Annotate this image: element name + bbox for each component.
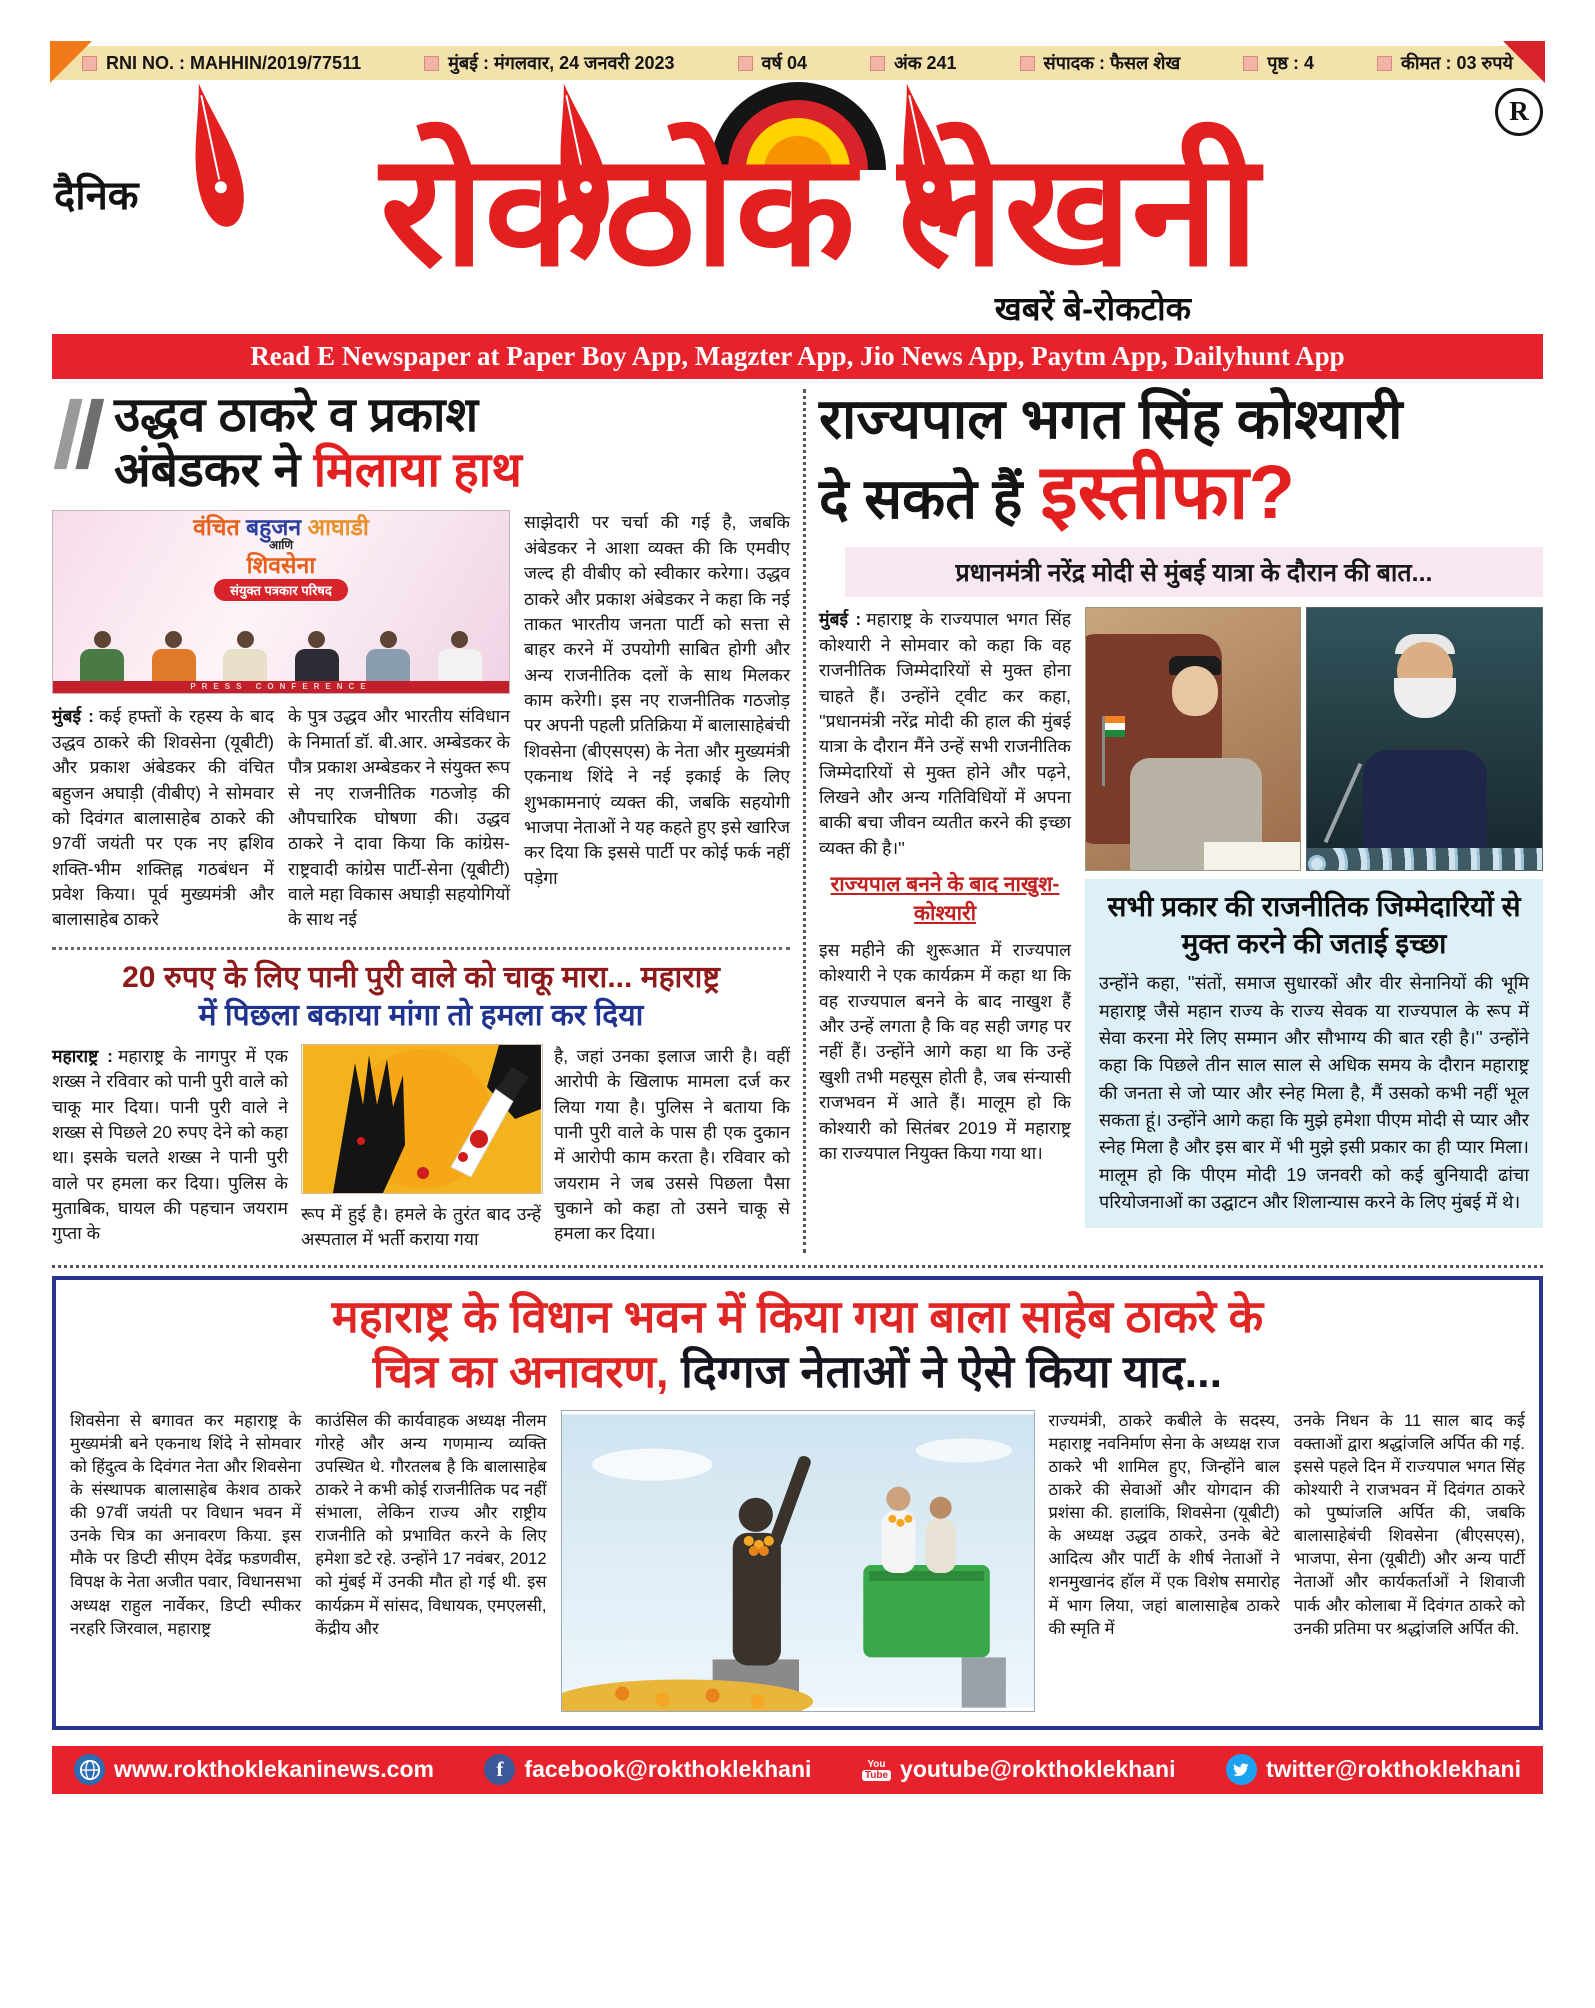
twitter-icon [1226, 1754, 1257, 1785]
registered-mark-icon: R [1495, 88, 1543, 136]
lead-right-body [819, 607, 1543, 1228]
india-flag-icon [1102, 716, 1105, 786]
youtube-text: youtube@rokthoklekhani [900, 1756, 1176, 1783]
banner-word: वंचित [193, 514, 240, 541]
volume [738, 51, 807, 75]
article-paragraph [819, 607, 1071, 861]
press-banner-line2: आणि [268, 538, 294, 553]
edition-date [424, 51, 674, 75]
press-banner-line1 [53, 516, 509, 539]
main-content [52, 389, 1543, 1253]
lead-left-headline [52, 389, 790, 498]
column-text: कई हफ्तों के रहस्य के बाद उद्धव ठाकरे की शिवसेना (यूबीटी) और प्रकाश अंबेडकर की वंचित बहुजन अघाड़ी (वीबीए) ने सोमवार को दिवंगत बालासाहेब ठाकरे की 97वीं जयंती पर एक नए ह्रशिव शक्ति-भीम शक्तिह्न गठबंधन में प्रवेश किया। पूर्व मुख्यमंत्री और बालासाहेब ठाकरे [52, 706, 274, 930]
headline-line2-red: मिलाया हाथ [313, 443, 522, 497]
article-column: रूप में हुई है। हमले के तुरंत बाद उन्हें अस्पताल में भर्ती कराया गया [301, 1203, 541, 1250]
separator-square-icon [1020, 56, 1035, 71]
person-silhouette [223, 631, 267, 683]
statue-unveiling-photo [561, 1410, 1035, 1712]
microphone-icon [1324, 763, 1363, 843]
daily-label: दैनिक [54, 174, 139, 218]
headline-line2-black: दे सकते हैं [819, 467, 1023, 531]
press-conference-photo [52, 510, 510, 694]
memorial-article-box [52, 1276, 1543, 1730]
lead-right-headline-line1: राज्यपाल भगत सिंह कोश्यारी [819, 387, 1403, 450]
volume-text: वर्ष 04 [761, 53, 807, 73]
tagline: खबरें बे-रोकटोक [994, 290, 1191, 327]
lead-left-two-columns [52, 704, 510, 932]
koshyari-photo [1085, 607, 1301, 871]
article-column: शिवसेना से बगावत कर महाराष्ट्र के मुख्यमंत्री बने एकनाथ शिंदे ने सोमवार को हिंदुत्व के दिवंगत नेता और शिवसेना के संस्थापक बालासाहेब केशव ठाकरे की 97वीं जयंती पर विधान भवन में उनके चित्र का अनावरण किया. इस मौके पर डिप्टी सीएम देवेंद्र फडणवीस, विपक्ष के नेता अजीत पवार, विधानसभा अध्यक्ष राहुल नार्वेकर, डिप्टी स्पीकर नरहरि जिरवाल, महाराष्ट्र [70, 1411, 302, 1638]
issue-number-text: अंक 241 [893, 53, 957, 73]
red-subheadline: राज्यपाल बनने के बाद नाखुश- कोश्यारी [830, 873, 1060, 925]
corner-triangle-right [1503, 41, 1545, 83]
twitter-item [1226, 1754, 1521, 1785]
article-paragraph: इस महीने की शुरूआत में राज्यपाल कोश्यारी ने एक कार्यक्रम में कहा था कि वह राज्यपाल बनने के बाद नाखुश हैं और उन्हें लगता है कि वह सही जगह पर नहीं हैं। उन्होंने आगे कहा था कि उन्हें खुशी तभी महसूस होती है, जब संन्यासी राजभवन में आते हैं। मालूम हो कि कोश्यारी को सितंबर 2019 में महाराष्ट्र का राज्यपाल नियुक्त किया गया था। [819, 939, 1071, 1163]
price-text: कीमत : 03 रुपये [1401, 53, 1513, 73]
facebook-text: facebook@rokthoklekhani [524, 1756, 812, 1783]
separator-square-icon [424, 56, 439, 71]
rni-number-text: RNI NO. : MAHHIN/2019/77511 [106, 52, 362, 73]
dateline: मुंबई : [52, 706, 94, 727]
person-face [1172, 666, 1218, 716]
masthead [52, 80, 1543, 327]
twitter-text: twitter@rokthoklekhani [1265, 1756, 1521, 1783]
corner-triangle-left [50, 41, 92, 83]
right-column [806, 389, 1543, 1253]
footer-bar [52, 1746, 1543, 1794]
person-silhouette [80, 631, 124, 683]
youtube-icon [862, 1759, 891, 1781]
press-strip-text: PRESS CONFERENCE [53, 681, 509, 693]
quote-icon [52, 397, 106, 471]
photos-row [1085, 607, 1543, 871]
youtube-logo-bottom: Tube [862, 1770, 891, 1781]
crime-body [52, 1044, 790, 1253]
separator-square-icon [1243, 56, 1258, 71]
banner-word: आघाडी [307, 514, 369, 541]
person-silhouette [152, 631, 196, 683]
page-count-text: पृष्ठ : 4 [1267, 53, 1315, 73]
dateline: मुंबई : [819, 609, 862, 630]
edition-date-text: मुंबई : मंगलवार, 24 जनवरी 2023 [448, 53, 675, 73]
kicker-bar: प्रधानमंत्री नरेंद्र मोदी से मुंबई यात्रा के दौरान की बात... [845, 547, 1543, 597]
papers [1204, 842, 1300, 870]
top-info-bar [52, 46, 1543, 80]
article-column: साझेदारी पर चर्चा की गई है, जबकि अंबेडकर ने आशा व्यक्त की कि एमवीए जल्द ही वीबीए को स्वीकार करेगा। उद्धव ठाकरे और प्रकाश अंबेडकर ने कहा कि नई ताकत भारतीय जनता पार्टी को सत्ता से बाहर करने में उपयोगी साबित होगी और अन्य राजनीतिक दलों के साथ मिलकर काम करेगी। इस नए राजनीतिक गठजोड़ पर अपनी पहली प्रतिक्रिया में बालासाहेबंची शिवसेना (बीएसएस) के नेता और मुख्यमंत्री एकनाथ शिंदे ने नई इकाई के लिए शुभकामनाएं व्यक्त की, जबकि सहयोगी भाजपा नेताओं ने यह कहते हुए इसे खारिज कर दिया कि इससे पार्टी पर कोई फर्क नहीं पड़ेगा [524, 512, 790, 888]
highlight-body: उन्होंने कहा, ''संतों, समाज सुधारकों और वीर सेनानियों की भूमि महाराष्ट्र जैसे महान राज्य के राज्य सेवक या राज्यपाल के रूप में सेवा करना मेरे लिए सम्मान और सौभाग्य की बात रही है।'' उन्होंने कहा कि पिछले तीन साल साल से अधिक समय के दौरान महाराष्ट्र की जनता से जो प्यार और स्नेह मिला है, मैं उसको कभी नहीं भूल सकता हूं। उन्होंने आगे कहा कि मुझे हमेशा पीएम मोदी से प्यार और स्नेह मिला है और इस बार में भी मुझे इसी प्रकार का ही प्यार मिला। मालूम हो कि पीएम मोदी 19 जनवरी को कई बुनियादी ढांचा परियोजनाओं का उद्घाटन और शिलान्यास करने के लिए मुंबई में थे। [1099, 973, 1529, 1213]
separator-square-icon [738, 56, 753, 71]
flower-decoration [1307, 848, 1542, 870]
dotted-rule [52, 1265, 1543, 1268]
article-column: के पुत्र उद्धव और भारतीय संविधान के निमार्ता डॉ. बी.आर. अम्बेडकर के पौत्र प्रकाश अम्बेडकर ने संयुक्त रूप से नए राजनीतिक गठजोड़ की औपचारिक घोषणा की। उद्धव ठाकरे ने दावा किया कि कांग्रेस-राष्ट्रवादी कांग्रेस पार्टी-सेना (यूबीटी) वाले महा विकास अघाड़ी सहयोगियों के साथ नई [288, 706, 510, 930]
person-silhouette [438, 631, 482, 683]
banner-word: बहुजन [245, 514, 302, 541]
facebook-icon: f [484, 1754, 515, 1785]
headline-line2-red: इस्तीफा? [1040, 450, 1295, 536]
highlight-headline: सभी प्रकार की राजनीतिक जिम्मेदारियों से मुक्त करने की जताई इच्छा [1107, 891, 1521, 959]
press-banner-line3: शिवसेना [246, 551, 316, 578]
article-column: काउंसिल की कार्यवाहक अध्यक्ष नीलम गोरहे और अन्य गणमान्य व्यक्ति उपस्थित थे. गौरतलब है कि बालासाहेब ठाकरे ने कभी कोई राजनीतिक पद नहीं संभाला, लेकिन राज्य और राष्ट्रीय राजनीति को प्रभावित करने के लिए हमेशा डटे रहे. उन्होंने 17 नवंबर, 2012 को मुंबई में उनकी मौत हो गई थी. इस कार्यक्रम में सांसद, विधायक, एमएलसी, केंद्रीय और [315, 1411, 547, 1638]
memorial-headline-line2 [70, 1345, 1525, 1398]
website-text: www.rokthoklekaninews.com [114, 1756, 434, 1783]
seated-people-silhouettes [53, 627, 509, 683]
issue-number [870, 51, 957, 75]
press-banner [53, 511, 509, 600]
person-silhouette [366, 631, 410, 683]
crime-headline-line1: 20 रुपए के लिए पानी पुरी वाले को चाकू मारा... महाराष्ट्र [122, 960, 720, 994]
crime-middle-column [301, 1044, 541, 1253]
paragraph-text: महाराष्ट्र के राज्यपाल भगत सिंह कोश्यारी ने सोमवार को कहा कि वह राजनीतिक जिम्मेदारियों से मुक्त होना चाहते हैं। उन्होंने ट्वीट कर कहा, ''प्रधानमंत्री नरेंद्र मोदी की हाल की मुंबई यात्रा के दौरान मैंने उन्हें सभी राजनीतिक जिम्मेदारियों से मुक्त होने और पढ़ने, लिखने और अन्य गतिविधियों में अपना बाकी बचा जीवन व्यतीत करने की इच्छा व्यक्त की है।'' [819, 609, 1071, 858]
memorial-headline-line1: महाराष्ट्र के विधान भवन में किया गया बाला साहेब ठाकरे के [331, 1290, 1264, 1342]
website-item [74, 1754, 434, 1785]
epaper-apps-banner: Read E Newspaper at Paper Boy App, Magzter App, Jio News App, Paytm App, Dailyhunt App [52, 334, 1543, 379]
youtube-item [862, 1756, 1176, 1783]
lead-left-body [52, 510, 790, 932]
modi-photo [1306, 607, 1543, 871]
lead-right-text-column [819, 607, 1071, 1228]
headline-line2-black: अंबेडकर ने [114, 443, 314, 497]
lead-left-photo-stack [52, 510, 510, 932]
lead-right-media-stack [1085, 607, 1543, 1228]
column-text: महाराष्ट्र के नागपुर में एक शख्स ने रविवार को पानी पुरी वाले को चाकू मार दिया। पानी पुरी वाले ने शख्स से पिछले 20 रुपए देने को कहा था। इसके चलते शख्स ने पानी पुरी वाले पर हमला कर दिया। पुलिस के मुताबिक, घायल की पहचान जयराम गुप्ता के [52, 1045, 288, 1244]
price [1377, 51, 1513, 75]
separator-square-icon [1377, 56, 1392, 71]
memorial-body [70, 1410, 1525, 1712]
dateline: महाराष्ट्र : [52, 1045, 113, 1066]
separator-square-icon [870, 56, 885, 71]
headline-black-part: दिग्गज नेताओं ने ऐसे किया याद... [681, 1345, 1223, 1397]
rni-number [82, 53, 361, 74]
crime-headline-line2: में पिछला बकाया मांगा तो हमला कर दिया [198, 998, 644, 1032]
lead-right-headline-line2 [819, 450, 1543, 536]
crime-article [52, 947, 790, 1253]
press-banner-pill: संयुक्त पत्रकार परिषद [214, 579, 348, 601]
article-column: राज्यमंत्री, ठाकरे कबीले के सदस्य, महाराष्ट्र नवनिर्माण सेना के अध्यक्ष राज ठाकरे भी शामिल हुए, जिन्होंने बाल ठाकरे की सेवाओं और योगदान की प्रशंसा की. हालांकि, शिवसेना (यूबीटी) के अध्यक्ष उद्धव ठाकरे, उनके बेटे आदित्य और पार्टी के शीर्ष नेताओं ने शनमुखानंद हॉल में एक विशेष समारोह में भाग लिया, जहां बालासाहेब ठाकरे की स्मृति में [1048, 1411, 1280, 1638]
headline-line1: उद्धव ठाकरे व प्रकाश [114, 389, 479, 442]
editor-name [1020, 51, 1181, 75]
page-count [1243, 51, 1314, 75]
facebook-item [484, 1754, 811, 1785]
globe-icon [74, 1754, 105, 1785]
youtube-logo-top: You [867, 1758, 886, 1770]
newspaper-title: रोकठोक लेखनी [380, 124, 1259, 298]
highlight-box [1085, 879, 1543, 1228]
article-column: है, जहां उनका इलाज जारी है। वहीं आरोपी के खिलाफ मामला दर्ज कर लिया गया है। पुलिस ने बताया कि पानी पुरी वाले के पास ही एक दुकान में आरोपी काम करता है। रविवार को जयराम ने जब उससे पिछला पैसा चुकाने को कहा तो उसने चाकू से हमला कर दिया। [554, 1045, 790, 1244]
headline-red-part: चित्र का अनावरण, [372, 1345, 682, 1397]
article-column [52, 704, 274, 932]
knife-attack-illustration [301, 1044, 543, 1194]
article-column [52, 1044, 288, 1253]
left-column [52, 389, 803, 1253]
editor-name-text: संपादक : फैसल शेख [1043, 53, 1181, 73]
person-silhouette [295, 631, 339, 683]
white-beard [1394, 678, 1456, 718]
article-column: उनके निधन के 11 साल बाद कई वक्ताओं द्वारा श्रद्धांजलि अर्पित की गई. इससे पहले दिन में राज्यपाल भगत सिंह कोश्यारी ने राजभवन में दिवंगत ठाकरे को पुष्पांजलि अर्पित की, जबकि बालासाहेबंची शिवसेना (बीएसएस), भाजपा, सेना (यूबीटी) और अन्य पार्टी नेताओं और कार्यकर्ताओं ने शिवाजी पार्क और कोलाबा में दिवंगत ठाकरे को उनकी प्रतिमा पर श्रद्धांजलि अर्पित की. [1293, 1411, 1525, 1638]
